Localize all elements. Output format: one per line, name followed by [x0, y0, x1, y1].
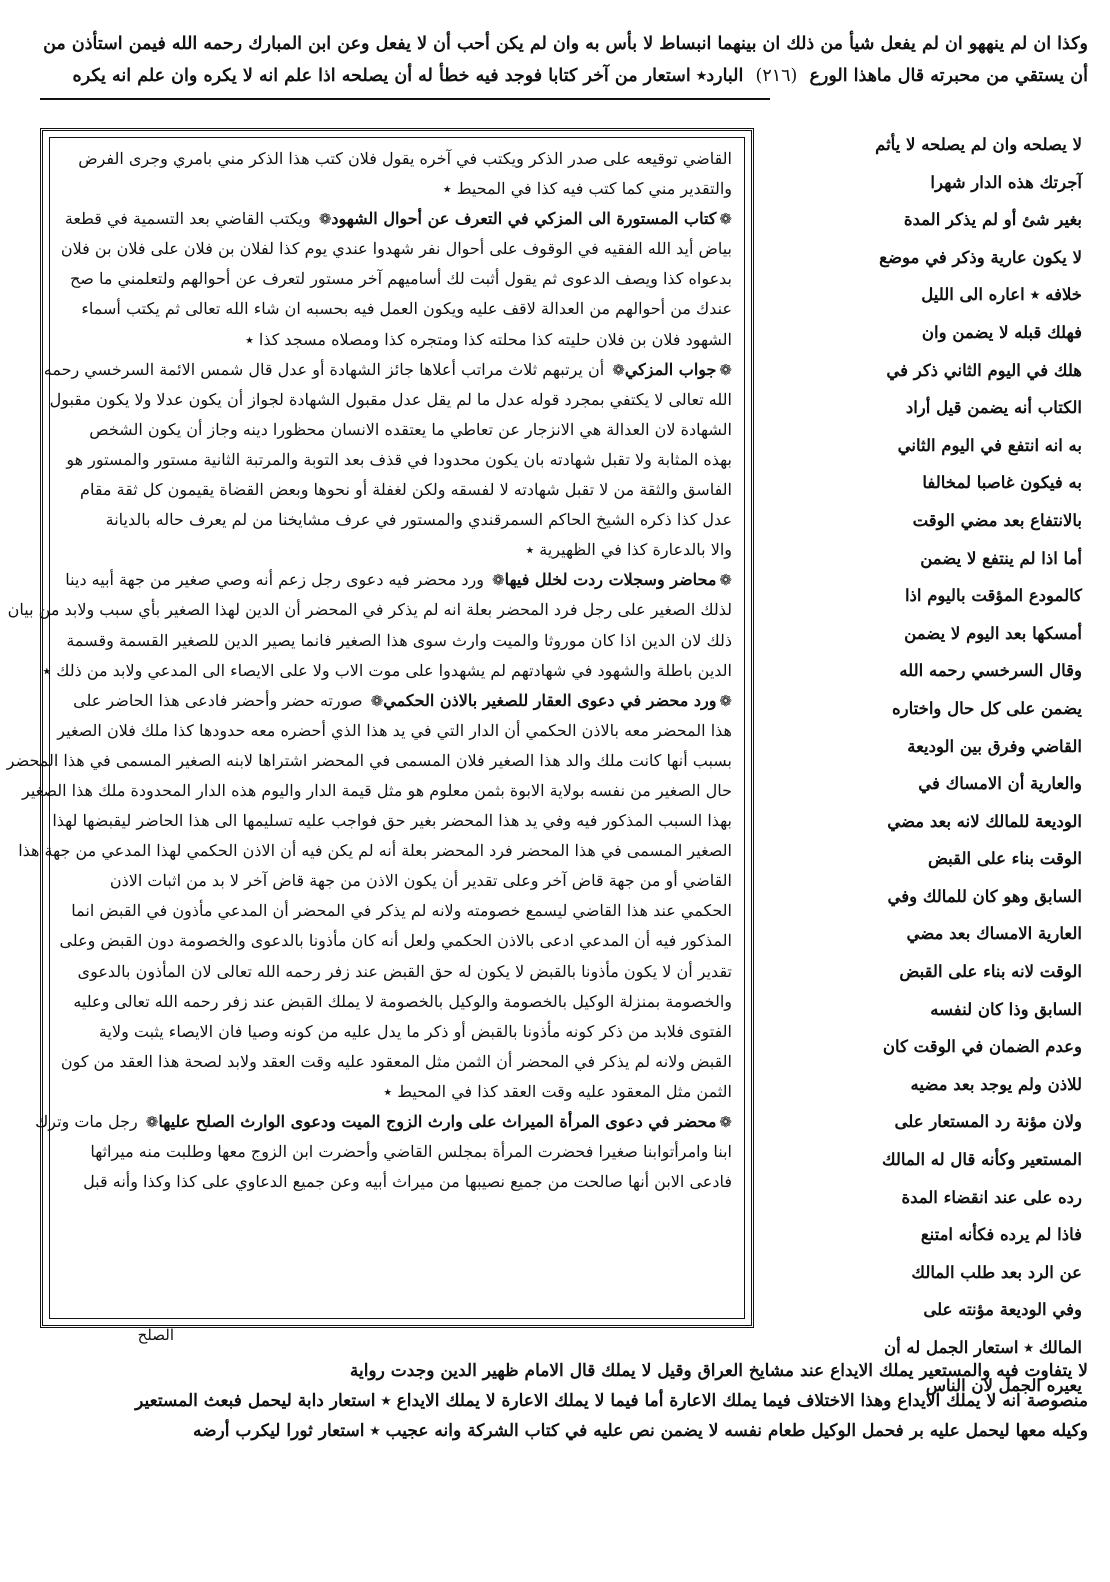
bottom-margin-line: منصوصة انه لا يملك الايداع وهذا الاختلاف فيما يملك الاعارة أما فيما لا يملك الاعارة لا يملك الايداع ٭ استعار دابة ليحمل فبعث المستعير [135, 1391, 1088, 1411]
text-line: بهذا السبب المذكور فيه وفي يد هذا المحضر بغير حق فواجب عليه تسليمها الى هذا الحاضر ليقبضها لهذا [52, 811, 732, 831]
text-line: والتقدير مني كما كتب فيه كذا في المحيط ٭ [442, 179, 732, 199]
text-line: القاضي أو من جهة قاض آخر وعلى تقدير أن يكون الاذن من جهة قاض آخر لا بد من اثبات الاذن [109, 871, 732, 891]
text-line: الفتوى فلابد من ذكر كونه مأذونا بالقبض أو ذكر ما يدل عليه من كونه وصيا فان الايصاء يثبت ولاية [98, 1021, 732, 1041]
flower-ornament-icon: ❁ [145, 1113, 159, 1131]
side-line: السابق وهو كان للمالك وفي [887, 886, 1082, 906]
side-line: بغير شئ أو لم يذكر المدة [903, 210, 1082, 230]
section-heading: جواب المزكي [624, 359, 717, 379]
main-text-body [6, 137, 745, 1319]
side-line: وعدم الضمان في الوقت كان [882, 1037, 1082, 1057]
text-line: القاضي توقيعه على صدر الذكر ويكتب في آخره يقول فلان كتب هذا الذكر مني بامري وجرى الفرض [78, 149, 732, 168]
side-line: والعارية أن الامساك في [918, 774, 1082, 794]
text-line: الله تعالى لا يكتفي بمجرد قوله عدل ما لم يقل عدل مقبول الشهادة لجواز أن يكون عدلا ولا يكون مقبول [49, 389, 732, 409]
paragraph [43, 355, 732, 566]
text-line: ❁محضر في دعوى المرأة الميراث على وارث الزوج الميت ودعوى الوارث الصلح عليها❁ رجل مات وترك [35, 1112, 732, 1131]
section-heading: ورد محضر في دعوى العقار للصغير بالاذن الحكمي [383, 690, 717, 710]
side-line: لا يكون عارية وذكر في موضع [879, 247, 1082, 267]
side-margin-commentary [776, 126, 1082, 1404]
bottom-margin-line: وكيله معها ليحمل عليه بر فحمل الوكيل طعام نفسه لا يضمن نص عليه في كتاب الشركة وانه عجيب ٭ استعار ثورا ليكرب أرضه [193, 1421, 1088, 1441]
side-line: أما اذا لم ينتفع لا يضمن [920, 548, 1082, 568]
side-line: ولان مؤنة رد المستعار على [894, 1112, 1082, 1132]
side-line: وقال السرخسي رحمه الله [899, 661, 1082, 681]
text-line: بسبب أنها كانت ملك والد هذا الصغير فلان المسمى في المحضر اشتراها لابنه الصغير المسمى في هذا المحضر [6, 750, 732, 770]
flower-ornament-icon: ❁ [318, 210, 332, 229]
asterisk-marker: ٭ [696, 66, 707, 86]
side-line: لا يصلحه وان لم يصلحه لا يأثم [875, 135, 1082, 154]
page-title: البارد [706, 66, 744, 86]
side-line: يعيره الجمل لان الناس [925, 1375, 1082, 1395]
flower-ornament-icon: ❁ [370, 691, 384, 710]
side-line: عن الرد بعد طلب المالك [911, 1262, 1082, 1282]
text-line: الشهود فلان بن فلان حليته كذا محلته كذا ومتجره كذا ومصلاه مسجد كذا ٭ [245, 329, 732, 349]
header-rule [40, 98, 770, 100]
text-line: حال الصغير من نفسه بولاية الابوة بثمن معلوم هو مثل قيمة الدار واليوم هذه الدار المحدودة ملك هذا الصغير [22, 780, 732, 800]
page-number: (٢١٦) [755, 66, 798, 86]
top-margin-line [22, 60, 1088, 92]
side-line: فهلك قبله لا يضمن وان [921, 322, 1082, 342]
side-line: وفي الوديعة مؤنته على [923, 1300, 1082, 1320]
text-line: الثمن مثل المعقود عليه وقت العقد كذا في المحيط ٭ [383, 1081, 732, 1101]
side-line: يضمن على كل حال واختاره [892, 698, 1082, 718]
text-line: والخصومة بمنزلة الوكيل بالخصومة والوكيل بالخصومة لا يملك القبض عند زفر رحمه الله تعالى وعليه [73, 991, 732, 1011]
section-heading: محاضر وسجلات ردت لخلل فيها [504, 570, 717, 590]
text-line: ❁محاضر وسجلات ردت لخلل فيها❁ ورد محضر فيه دعوى رجل زعم أنه وصي صغير من جهة أبيه دينا [65, 570, 732, 590]
text-line: ❁كتاب المستورة الى المزكي في التعرف عن أحوال الشهود❁ ويكتب القاضي بعد التسمية في قطعة [64, 209, 732, 229]
side-line: الوديعة للمالك لانه بعد مضي [887, 811, 1082, 831]
paragraph [35, 1107, 732, 1197]
text-line: القبض ولانه لم يذكر في المحضر أن الثمن مثل المعقود عليه وقت العقد ولابد لصحة هذا العقد من كون [60, 1051, 732, 1071]
top-margin-line-end: استعار من آخر كتابا فوجد فيه خطأ له أن يصلحه اذا علم انه لا يكره وان علم انه يكره [72, 66, 691, 86]
text-line: بهذه المثابة ولا تقبل شهادته بان يكون محدودا في قذف بعد التوبة والمرتبة الثانية مستور والمستور هو [66, 449, 732, 469]
paragraph [62, 204, 732, 354]
top-margin-line: وكذا ان لم ينههو ان لم يفعل شيأ من ذلك ان بينهما انبساط لا بأس به وان لم يكن أحب أن لا يفعل وعن ابن المبارك رحمه الله فيمن استأذن من [43, 34, 1088, 54]
text-line: هذا المحضر معه بالاذن الحكمي أن الدار التي في يد هذا الذي أحضره معه حدودها كذا ملك فلان الصغير [57, 720, 732, 740]
side-line: خلافه ٭ اعاره الى الليل [921, 285, 1082, 305]
side-line: الكتاب أنه يضمن قيل أراد [905, 398, 1082, 418]
side-line: الوقت لانه بناء على القبض [899, 962, 1082, 982]
side-line: رده على عند انقضاء المدة [901, 1187, 1082, 1207]
section-heading: محضر في دعوى المرأة الميراث على وارث الزوج الميت ودعوى الوارث الصلح عليها [158, 1112, 717, 1131]
text-line: ❁جواب المزكي❁ أن يرتبهم ثلاث مراتب أعلاها جائز الشهادة أو عدل قال شمس الائمة السرخسي رحمه [43, 359, 732, 379]
paragraph [62, 144, 732, 204]
paragraph [7, 565, 732, 685]
paragraph [6, 686, 732, 1107]
section-heading: كتاب المستورة الى المزكي في التعرف عن أحوال الشهود [331, 209, 717, 229]
text-line: ذلك لان الدين اذا كان موروثا والميت وارث سوى هذا الصغير فانما يصير الدين للصغير القسمة وقسمة [66, 630, 732, 650]
text-line: ❁ورد محضر في دعوى العقار للصغير بالاذن الحكمي❁ صورته حضر وأحضر فادعى هذا الحاضر على [73, 690, 732, 710]
text-line: بدعواه كذا ويصف الدعوى ثم يقول أثبت لك أساميهم آخر مستور لتعرف عن أحوالهم ولتعلمني ما صح [69, 269, 732, 289]
side-line: كالمودع المؤقت باليوم اذا [904, 586, 1082, 606]
top-margin-text [22, 28, 1088, 92]
text-line: الفاسق والثقة من لا تقبل شهادته لا لفسقه ولكن لغفلة أو نحوها وبعض القضاة يقيمون كل ثقة مقام [80, 480, 732, 500]
flower-ornament-icon: ❁ [719, 691, 732, 710]
side-line: السابق وذا كان لنفسه [930, 999, 1082, 1019]
text-line: عدل كذا ذكره الشيخ الحاكم السمرقندي والمستور في عرف مشايخنا من لم يعرف حاله بالديانة [105, 510, 732, 530]
side-line: بالانتفاع بعد مضي الوقت [912, 510, 1082, 530]
text-line: الصغير المسمى في هذا المحضر فرد المحضر بعلة أنه لم يكن فيه أن الاذن الحكمي لهذا المدعي من جهة هذا [18, 841, 732, 861]
text-line: الحكمي عند هذا القاضي ليسمع خصومته ولانه لم يذكر في المحضر أن المدعي مأذون في القبض انما [71, 901, 732, 921]
text-line: تقدير أن لا يكون مأذونا بالقبض لا يكون له حق القبض عند زفر رحمه الله تعالى لان المأذون بالدعوى [77, 961, 732, 981]
text-line: ابنا وامرأتوابنا صغيرا فحضرت المرأة بمجلس القاضي وأحضرت ابن الزوج معها وطلبت منه ميراثها [90, 1142, 732, 1162]
text-line: عندك من أحوالهم من العدالة لاقف عليه ويكون العمل فيه بحسبه ان شاء الله تعالى ثم يكتب أسماء [81, 299, 732, 319]
side-line: فاذا لم يرده فكأنه امتنع [920, 1225, 1082, 1245]
flower-ornament-icon: ❁ [719, 210, 732, 229]
main-text-frame [6, 128, 754, 1328]
flower-ornament-icon: ❁ [612, 360, 625, 379]
side-line: للاذن ولم يوجد بعد مضيه [910, 1074, 1082, 1094]
side-line: المالك ٭ استعار الجمل له أن [883, 1338, 1082, 1357]
side-line: المستعير وكأنه قال له المالك [881, 1150, 1082, 1170]
flower-ornament-icon: ❁ [719, 571, 732, 590]
side-line: به فيكون غاصبا لمخالفا [922, 473, 1082, 493]
catchword: الصلح [137, 1326, 174, 1344]
text-line: الدين باطلة والشهود في شهادتهم لم يشهدوا على موت الاب ولا على الايصاء الى المدعي ولابد من ذلك ٭ [42, 660, 732, 680]
side-line: القاضي وفرق بين الوديعة [907, 736, 1082, 756]
text-line: المذكور فيه أن المدعي ادعى بالاذن الحكمي ولعل أنه كان مأذونا بالدعوى والخصومة دون القبض وعلى [59, 931, 732, 951]
text-line: فادعى الابن أنها صالحت من جميع نصيبها من ميراث أبيه وعن جميع الدعاوي على كذا وكذا وأنه قبل [83, 1172, 732, 1192]
flower-ornament-icon: ❁ [719, 360, 732, 379]
flower-ornament-icon: ❁ [719, 1113, 732, 1131]
flower-ornament-icon: ❁ [492, 571, 505, 590]
side-line: الوقت بناء على القبض [927, 849, 1082, 869]
side-line: العارية الامساك بعد مضي [906, 924, 1082, 944]
side-line: هلك في اليوم الثاني ذكر في [886, 360, 1082, 380]
text-line: الشهادة لان العدالة هي الانزجار عن تعاطي ما يعتقده الانسان محظورا دينه وجاز أن يكون الشخص [89, 419, 732, 439]
bottom-margin-line: لا يتفاوت فيه والمستعير يملك الايداع عند مشايخ العراق وقيل لا يملك قال الامام ظهير الدين وجدت رواية [349, 1361, 1088, 1381]
bottom-margin-text [22, 1356, 1088, 1446]
top-margin-line-start: أن يستقي من محبرته قال ماهذا الورع [809, 66, 1088, 86]
side-line: أمسكها بعد اليوم لا يضمن [904, 623, 1082, 643]
side-line: آجرتك هذه الدار شهرا [930, 172, 1082, 192]
text-line: بياض أيد الله الفقيه في الوقوف على أحوال نفر شهدوا عندي يوم كذا لفلان بن فلان على فلان بن فلان [60, 239, 732, 259]
side-line: به انه انتفع في اليوم الثاني [897, 435, 1082, 455]
text-line: لذلك الصغير على رجل فرد المحضر بعلة انه لم يذكر في المحضر أن الدين لهذا الصغير بأي سبب ولابد من بيان [7, 600, 732, 620]
text-line: والا بالدعارة كذا في الظهيرية ٭ [525, 540, 732, 560]
